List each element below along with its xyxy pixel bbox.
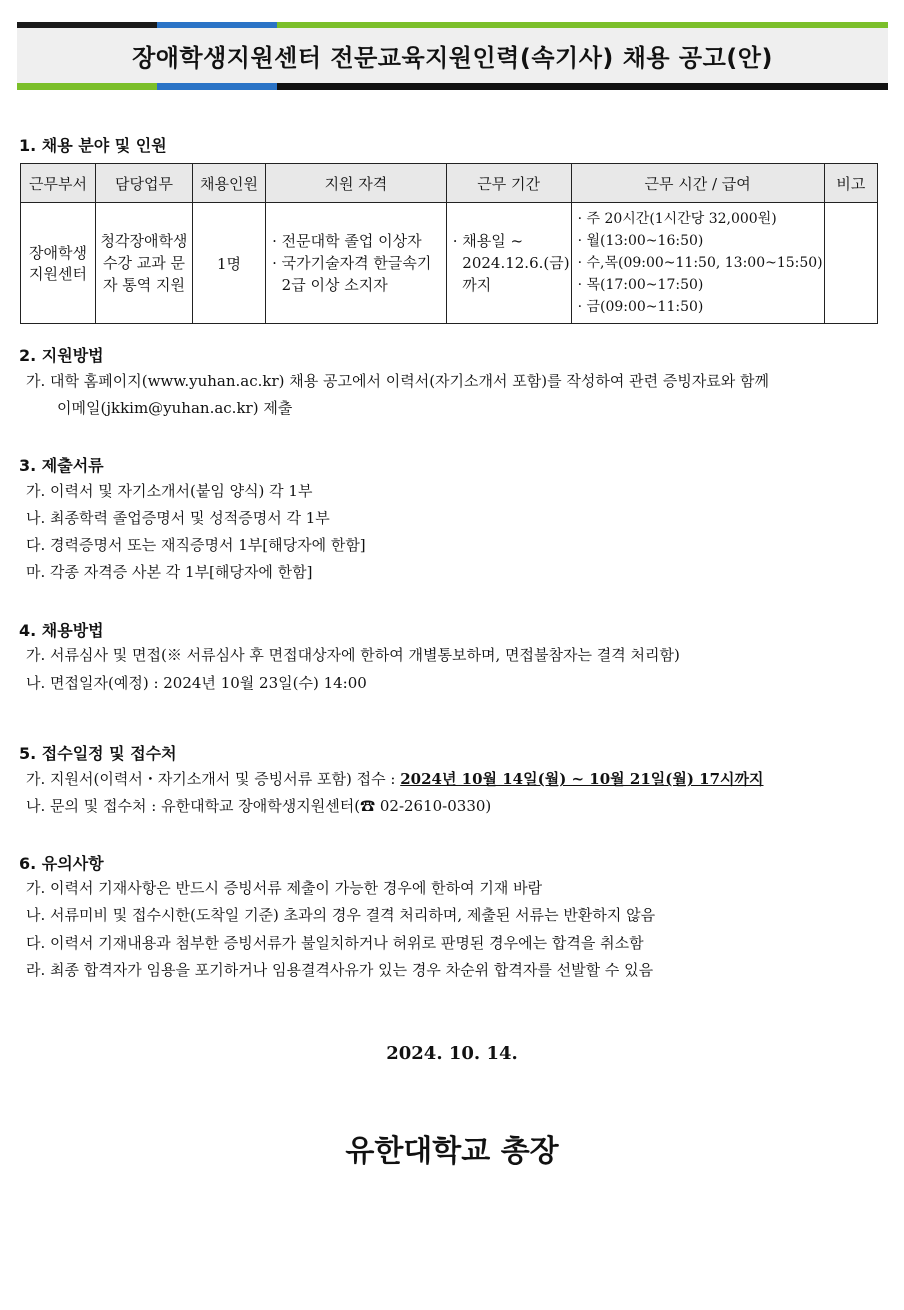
header-hours-pay: 근무 시간 / 급여 (571, 164, 824, 203)
s4-line-1: 가. 서류심사 및 면접(※ 서류심사 후 면접대상자에 한하여 개별통보하며, 면접불참자는 결격 처리함) (26, 646, 680, 664)
s3-line-4: 마. 각종 자격증 사본 각 1부[해당자에 한함] (26, 563, 313, 581)
table-header-row (21, 164, 878, 203)
table-row (21, 203, 878, 324)
s2-line-1: 가. 대학 홈페이지(www.yuhan.ac.kr) 채용 공고에서 이력서(자기소개서 포함)를 작성하여 관련 증빙자료와 함께 (26, 372, 770, 390)
section-title-5: 5. 접수일정 및 접수처 (19, 744, 177, 763)
s6-line-2: 나. 서류미비 및 접수시한(도착일 기준) 초과의 경우 결격 처리하며, 제출된 서류는 반환하지 않음 (26, 906, 656, 924)
title-banner (17, 22, 888, 90)
cell-note (824, 203, 877, 324)
header-dept: 근무부서 (21, 164, 96, 203)
announcement-date: 2024. 10. 14. (386, 1043, 518, 1064)
s3-line-2: 나. 최종학력 졸업증명서 및 성적증명서 각 1부 (26, 509, 330, 527)
cell-count: 1명 (192, 203, 265, 324)
s6-line-1: 가. 이력서 기재사항은 반드시 증빙서류 제출이 가능한 경우에 한하여 기재 바람 (26, 879, 543, 897)
signer: 유한대학교 총장 (345, 1134, 559, 1169)
header-count: 채용인원 (192, 164, 265, 203)
section-title-3: 3. 제출서류 (19, 456, 104, 475)
s5-line-1 (26, 768, 764, 789)
header-duty: 담당업무 (96, 164, 193, 203)
s3-line-1: 가. 이력서 및 자기소개서(붙임 양식) 각 1부 (26, 482, 313, 500)
s4-line-2: 나. 면접일자(예정) : 2024년 10월 23일(수) 14:00 (26, 674, 367, 692)
s3-line-3: 다. 경력증명서 또는 재직증명서 1부[해당자에 한함] (26, 536, 366, 554)
s5-line-1-prefix: 가. 지원서(이력서・자기소개서 및 증빙서류 포함) 접수 : (26, 770, 401, 788)
cell-dept: 장애학생 지원센터 (21, 203, 96, 324)
s6-line-4: 라. 최종 합격자가 임용을 포기하거나 임용결격사유가 있는 경우 차순위 합격자를 선발할 수 있음 (26, 961, 654, 979)
cell-period: · 채용일 ~ 2024.12.6.(금) 까지 (446, 203, 571, 324)
s5-line-2: 나. 문의 및 접수처 : 유한대학교 장애학생지원센터(☎ 02-2610-0330) (26, 797, 492, 815)
header-note: 비고 (824, 164, 877, 203)
title-box (17, 28, 888, 83)
section-title-2: 2. 지원방법 (19, 346, 104, 365)
s6-line-3: 다. 이력서 기재내용과 첨부한 증빙서류가 불일치하거나 허위로 판명된 경우에는 합격을 취소함 (26, 934, 644, 952)
recruitment-table (20, 163, 878, 324)
page-title: 장애학생지원센터 전문교육지원인력(속기사) 채용 공고(안) (132, 44, 773, 72)
section-title-1: 1. 채용 분야 및 인원 (19, 136, 167, 155)
section-title-4: 4. 채용방법 (19, 621, 104, 640)
deadline-emphasis: 2024년 10월 14일(월) ~ 10월 21일(월) 17시까지 (400, 770, 764, 788)
bottom-stripe (17, 83, 888, 90)
section-title-6: 6. 유의사항 (19, 854, 104, 873)
cell-duty: 청각장애학생 수강 교과 문 자 통역 지원 (96, 203, 193, 324)
cell-qualification: · 전문대학 졸업 이상자 · 국가기술자격 한글속기 2급 이상 소지자 (266, 203, 447, 324)
header-period: 근무 기간 (446, 164, 571, 203)
cell-hours-pay: · 주 20시간(1시간당 32,000원) · 월(13:00~16:50) · 수,목(09:00~11:50, 13:00~15:50) · 목(17:00~17:50) · 금(09:00~11:50) (571, 203, 824, 324)
s2-line-2: 이메일(jkkim@yuhan.ac.kr) 제출 (57, 399, 293, 417)
header-qualification: 지원 자격 (266, 164, 447, 203)
